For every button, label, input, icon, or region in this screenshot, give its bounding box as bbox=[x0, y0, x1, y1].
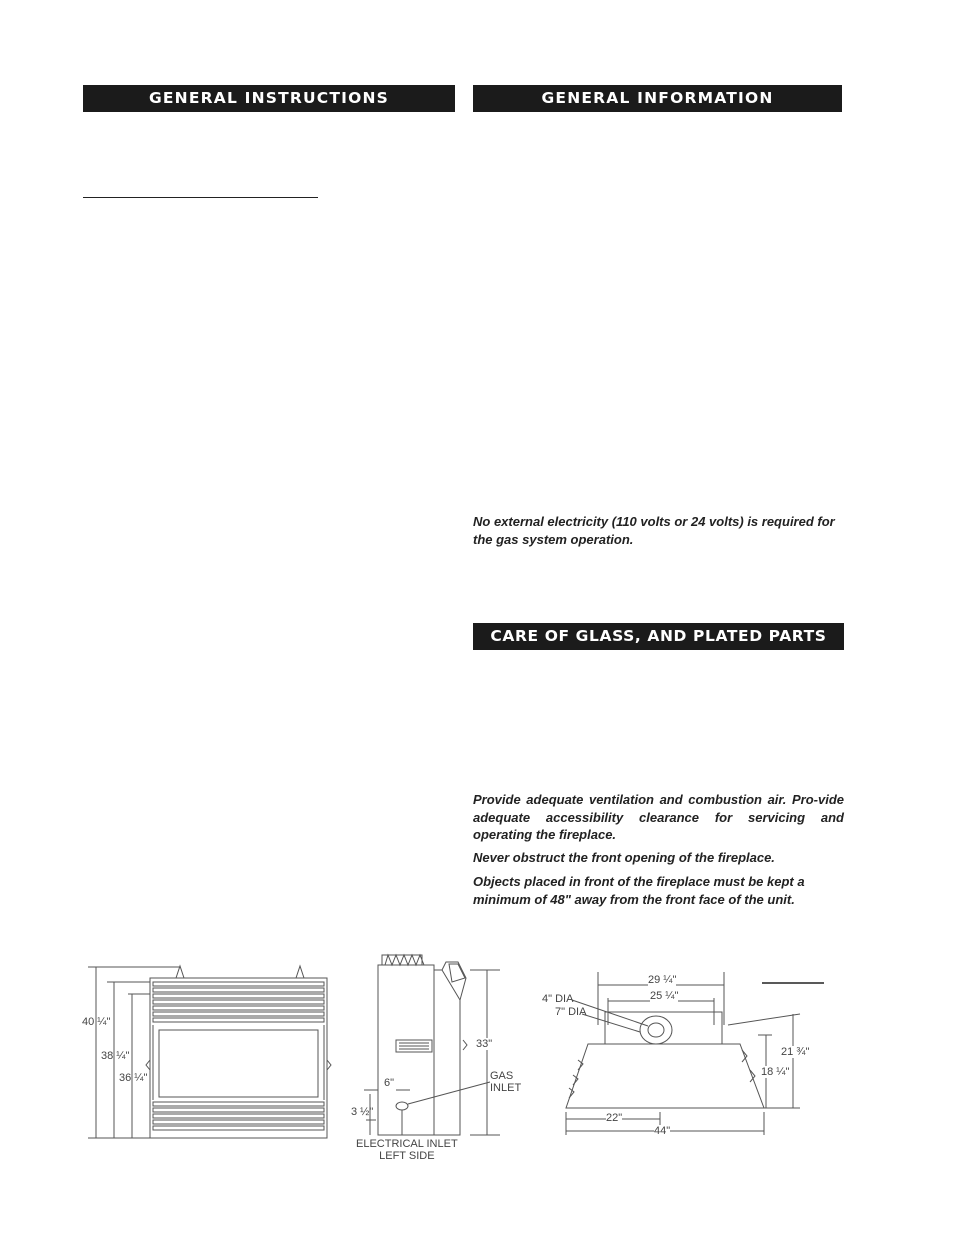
obstruct-text: Never obstruct the front opening of the fireplace. bbox=[473, 850, 775, 865]
label-side-offset-3: 3 ½" bbox=[351, 1106, 374, 1118]
header-general-instructions: GENERAL INSTRUCTIONS bbox=[83, 85, 455, 112]
label-gas-inlet: GAS INLET bbox=[490, 1070, 522, 1094]
label-top-dia7: 7" DIA bbox=[555, 1006, 587, 1018]
top-view-drawing bbox=[566, 972, 800, 1135]
objects-text: Objects placed in front of the fireplace must be kept a minimum of 48" away from the front face of the unit. bbox=[473, 874, 805, 907]
label-front-height-overall: 40 ¼" bbox=[82, 1016, 111, 1028]
label-top-dia4: 4" DIA bbox=[542, 993, 574, 1005]
ventilation-text: Provide adequate ventilation and combustion air. Pro-vide adequate accessibility clearance for servicing and operating the fireplace. bbox=[473, 792, 844, 842]
label-top-w2: 25 ¼" bbox=[650, 990, 679, 1002]
label-side-depth: 33" bbox=[476, 1038, 493, 1050]
label-front-height-a: 38 ¼" bbox=[101, 1050, 130, 1062]
label-top-w1: 29 ¼" bbox=[648, 974, 677, 986]
label-top-d1: 21 ¾" bbox=[781, 1046, 810, 1058]
header-care-of-glass: CARE OF GLASS, AND PLATED PARTS bbox=[473, 623, 844, 650]
label-electrical-inlet: ELECTRICAL INLET LEFT SIDE bbox=[356, 1138, 458, 1162]
label-top-w44: 44" bbox=[654, 1125, 671, 1137]
electricity-note: No external electricity (110 volts or 24 volts) is required for the gas system operation. bbox=[473, 514, 835, 547]
header-general-information: GENERAL INFORMATION bbox=[473, 85, 842, 112]
label-side-offset-6: 6" bbox=[384, 1077, 395, 1089]
label-top-d2: 18 ¼" bbox=[761, 1066, 790, 1078]
label-top-w22: 22" bbox=[606, 1112, 623, 1124]
label-front-height-b: 36 ¼" bbox=[119, 1072, 148, 1084]
